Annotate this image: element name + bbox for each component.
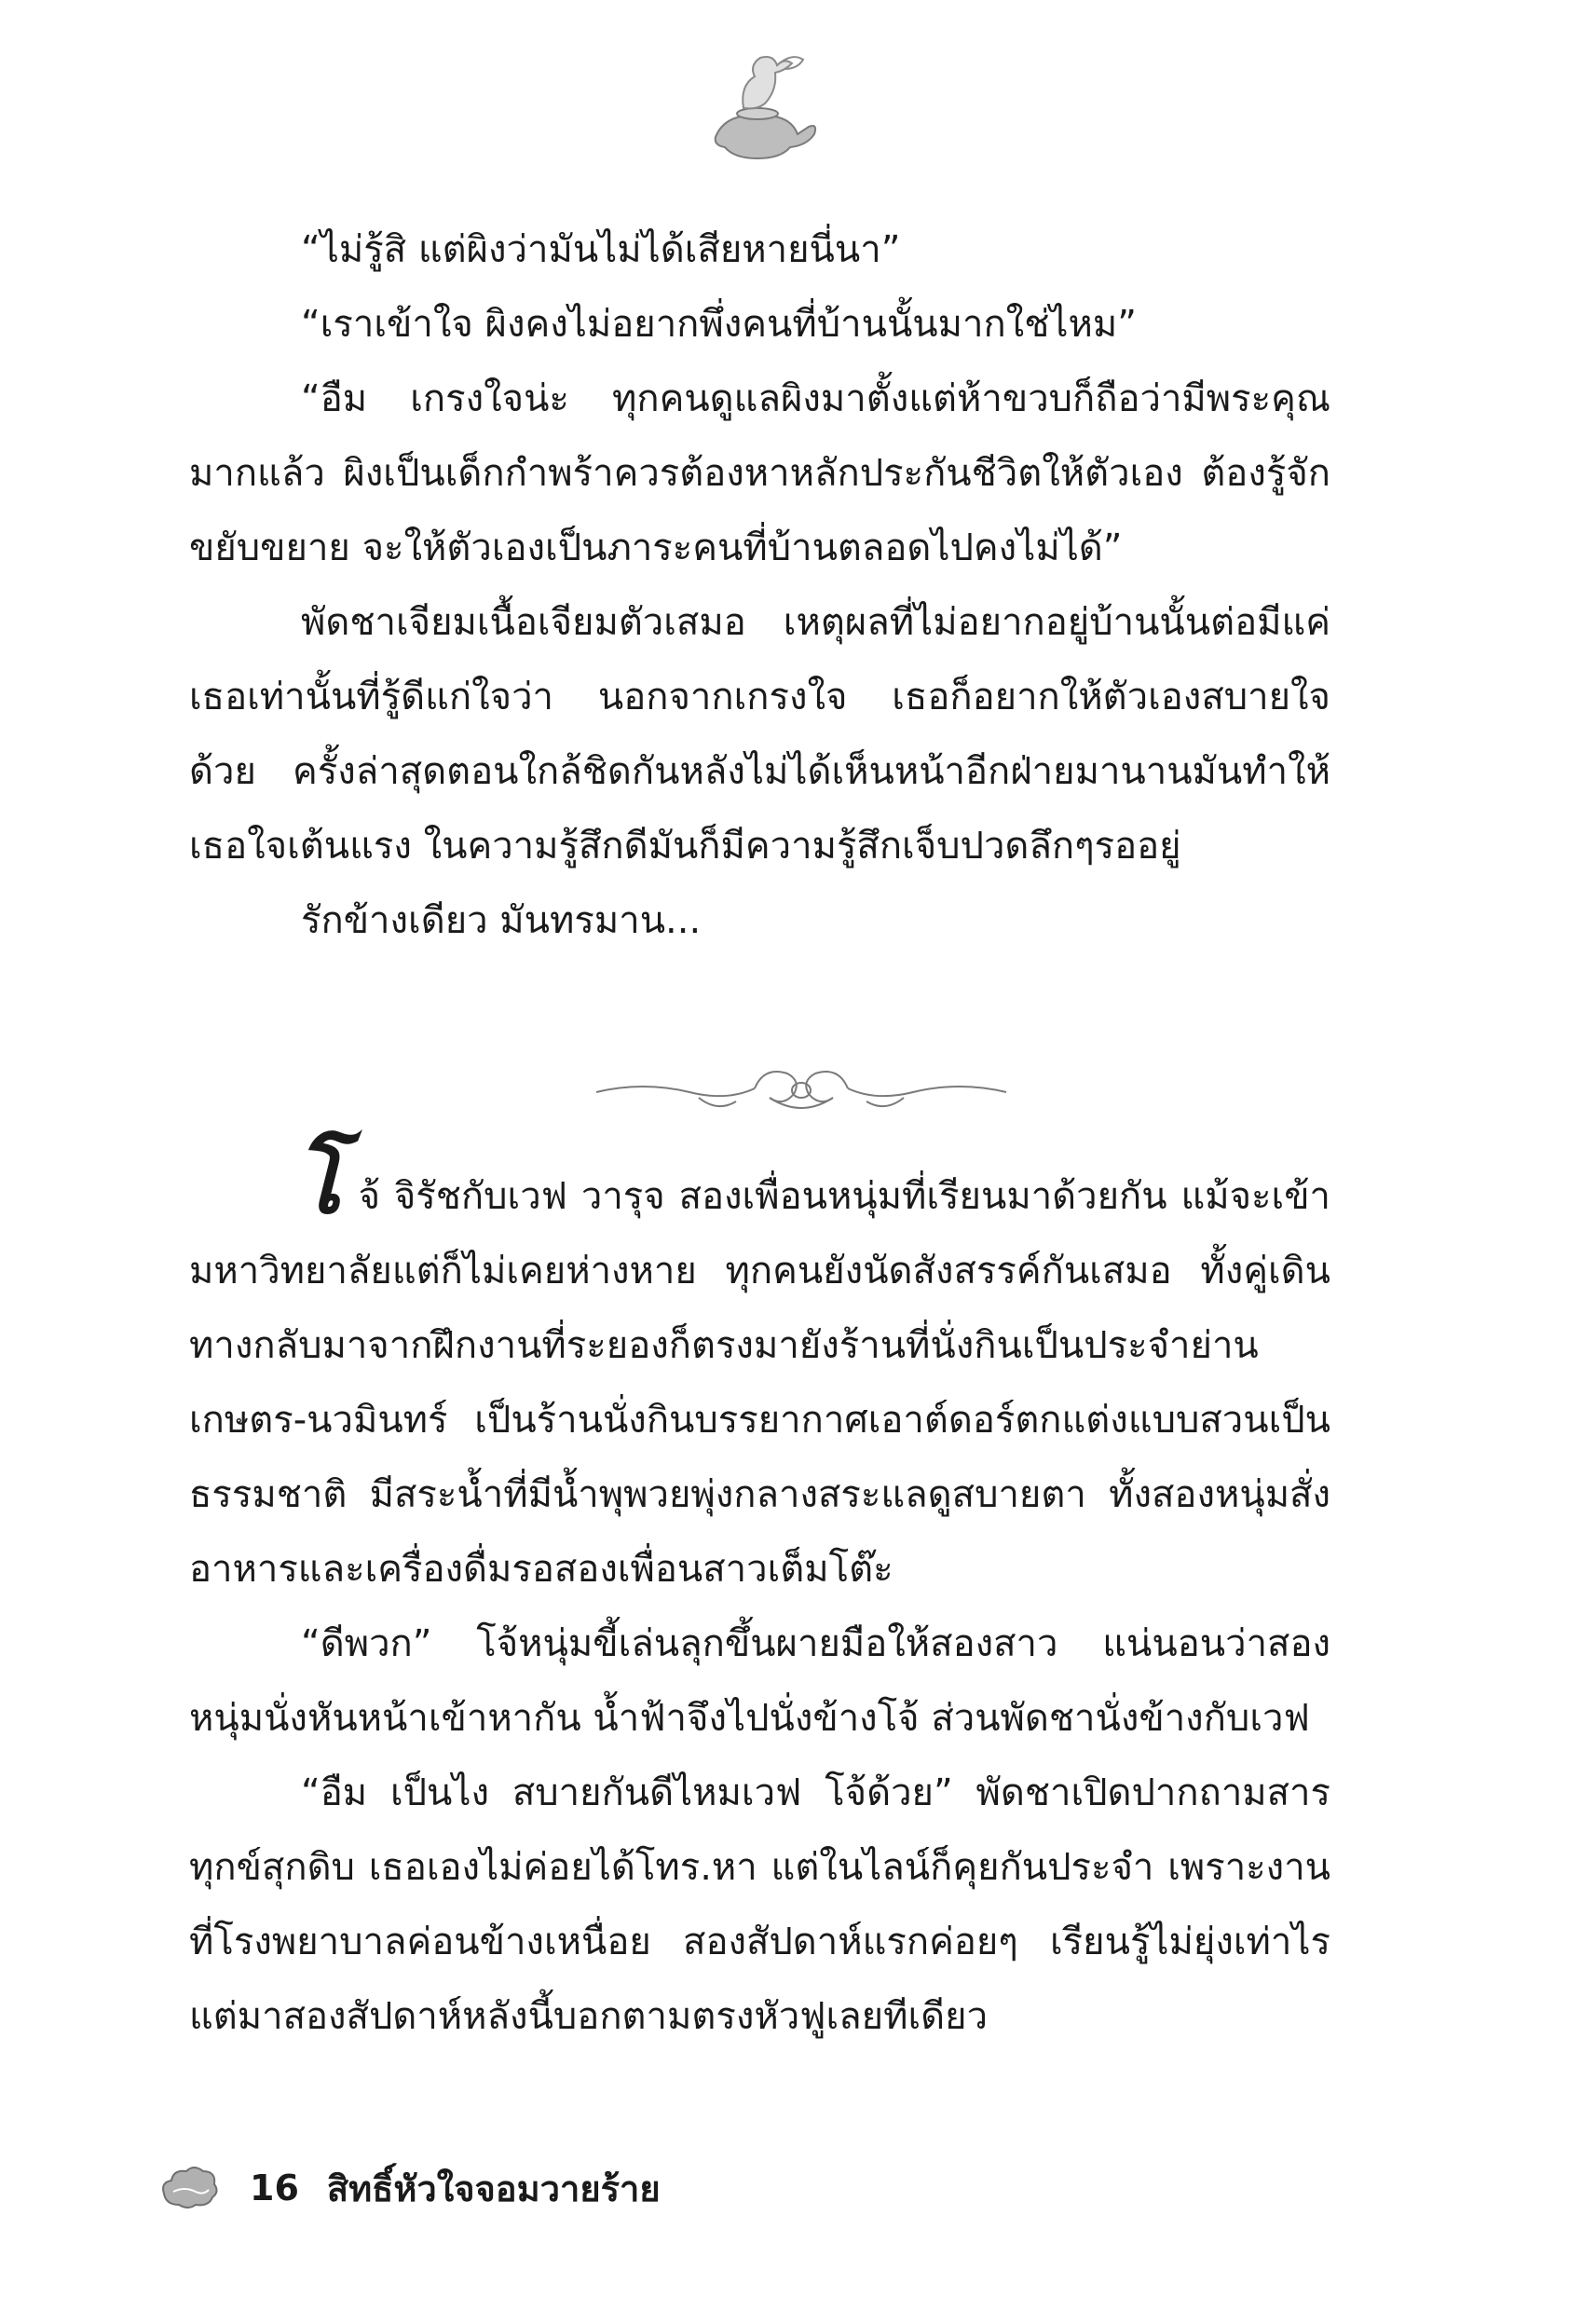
dialogue-paragraph: “อืม เป็นไง สบายกันดีไหมเวฟ โจ้ด้วย” พัดชาเปิดปากถามสารทุกข์สุกดิบ เธอเองไม่ค่อยได้โทร.หา แต่ในไลน์ก็คุยกันประจำ เพราะงานที่โรงพยาบาลค่อนข้างเหนื่อย สองสัปดาห์แรกค่อยๆ เรียนรู้ไม่ยุ่งเท่าไร แต่มาสองสัปดาห์หลังนี้บอกตามตรงหัวฟูเลยทีเดียว	[189, 1771, 1330, 2038]
dialogue-paragraph: “เราเข้าใจ ผิงคงไม่อยากพึ่งคนที่บ้านนั้นมากใช่ไหม”	[301, 303, 1137, 346]
dropcap-paragraph-text: จ้ จิรัชกับเวฟ วารุจ สองเพื่อนหนุ่มที่เรียนมาด้วยกัน แม้จะเข้ามหาวิทยาลัยแต่ก็ไม่เคยห่างหาย ทุกคนยังนัดสังสรรค์กันเสมอ ทั้งคู่เดินทางกลับมาจากฝึกงานที่ระยองก็ตรงมายังร้านที่นั่งกินเป็นประจำย่านเกษตร-นวมินทร์ เป็นร้านนั่งกินบรรยากาศเอาต์ดอร์ตกแต่งแบบสวนเป็นธรรมชาติ มีสระน้ำที่มีน้ำพุพวยพุ่งกลางสระแลดูสบายตา ทั้งสองหนุ่มสั่งอาหารและเครื่องดื่มรอสองเพื่อนสาวเต็มโต๊ะ	[189, 1175, 1330, 1591]
genie-lamp-ornament-icon	[688, 48, 827, 170]
paragraphs-top	[189, 212, 1330, 958]
dialogue-paragraph: “ไม่รู้สิ แต่ผิงว่ามันไม่ได้เสียหายนี่นา”	[301, 228, 901, 271]
page-footer	[157, 2160, 661, 2216]
page-number: 16	[250, 2167, 299, 2208]
book-title: สิทธิ์หัวใจจอมวายร้าย	[326, 2167, 661, 2209]
narrative-paragraph: พัดชาเจียมเนื้อเจียมตัวเสมอ เหตุผลที่ไม่อยากอยู่บ้านนั้นต่อมีแค่เธอเท่านั้นที่รู้ดีแก่ใจว่า นอกจากเกรงใจ เธอก็อยากให้ตัวเองสบายใจด้วย ครั้งล่าสุดตอนใกล้ชิดกันหลังไม่ได้เห็นหน้าอีกฝ่ายมานานมันทำให้เธอใจเต้นแรง ในความรู้สึกดีมันก็มีความรู้สึกเจ็บปวดลึกๆรออยู่	[189, 601, 1330, 868]
drop-cap: โ	[293, 1128, 342, 1234]
narrative-paragraph: รักข้างเดียว มันทรมาน...	[301, 899, 702, 942]
dialogue-paragraph: “อืม เกรงใจน่ะ ทุกคนดูแลผิงมาตั้งแต่ห้าขวบก็ถือว่ามีพระคุณมากแล้ว ผิงเป็นเด็กกำพร้าควรต้องหาหลักประกันชีวิตให้ตัวเอง ต้องรู้จักขยับขยาย จะให้ตัวเองเป็นภาระคนที่บ้านตลอดไปคงไม่ได้”	[189, 377, 1330, 569]
chapter-opening-paragraph	[189, 1128, 1330, 1607]
flourish-divider-icon	[587, 1053, 1016, 1128]
dialogue-paragraph: “ดีพวก” โจ้หนุ่มขี้เล่นลุกขึ้นผายมือให้สองสาว แน่นอนว่าสองหนุ่มนั่งหันหน้าเข้าหากัน น้ำฟ้าจึงไปนั่งข้างโจ้ ส่วนพัดชานั่งข้างกับเวฟ	[189, 1622, 1330, 1740]
cloud-ornament-icon	[157, 2162, 222, 2214]
paragraphs-bottom	[189, 1128, 1330, 2054]
